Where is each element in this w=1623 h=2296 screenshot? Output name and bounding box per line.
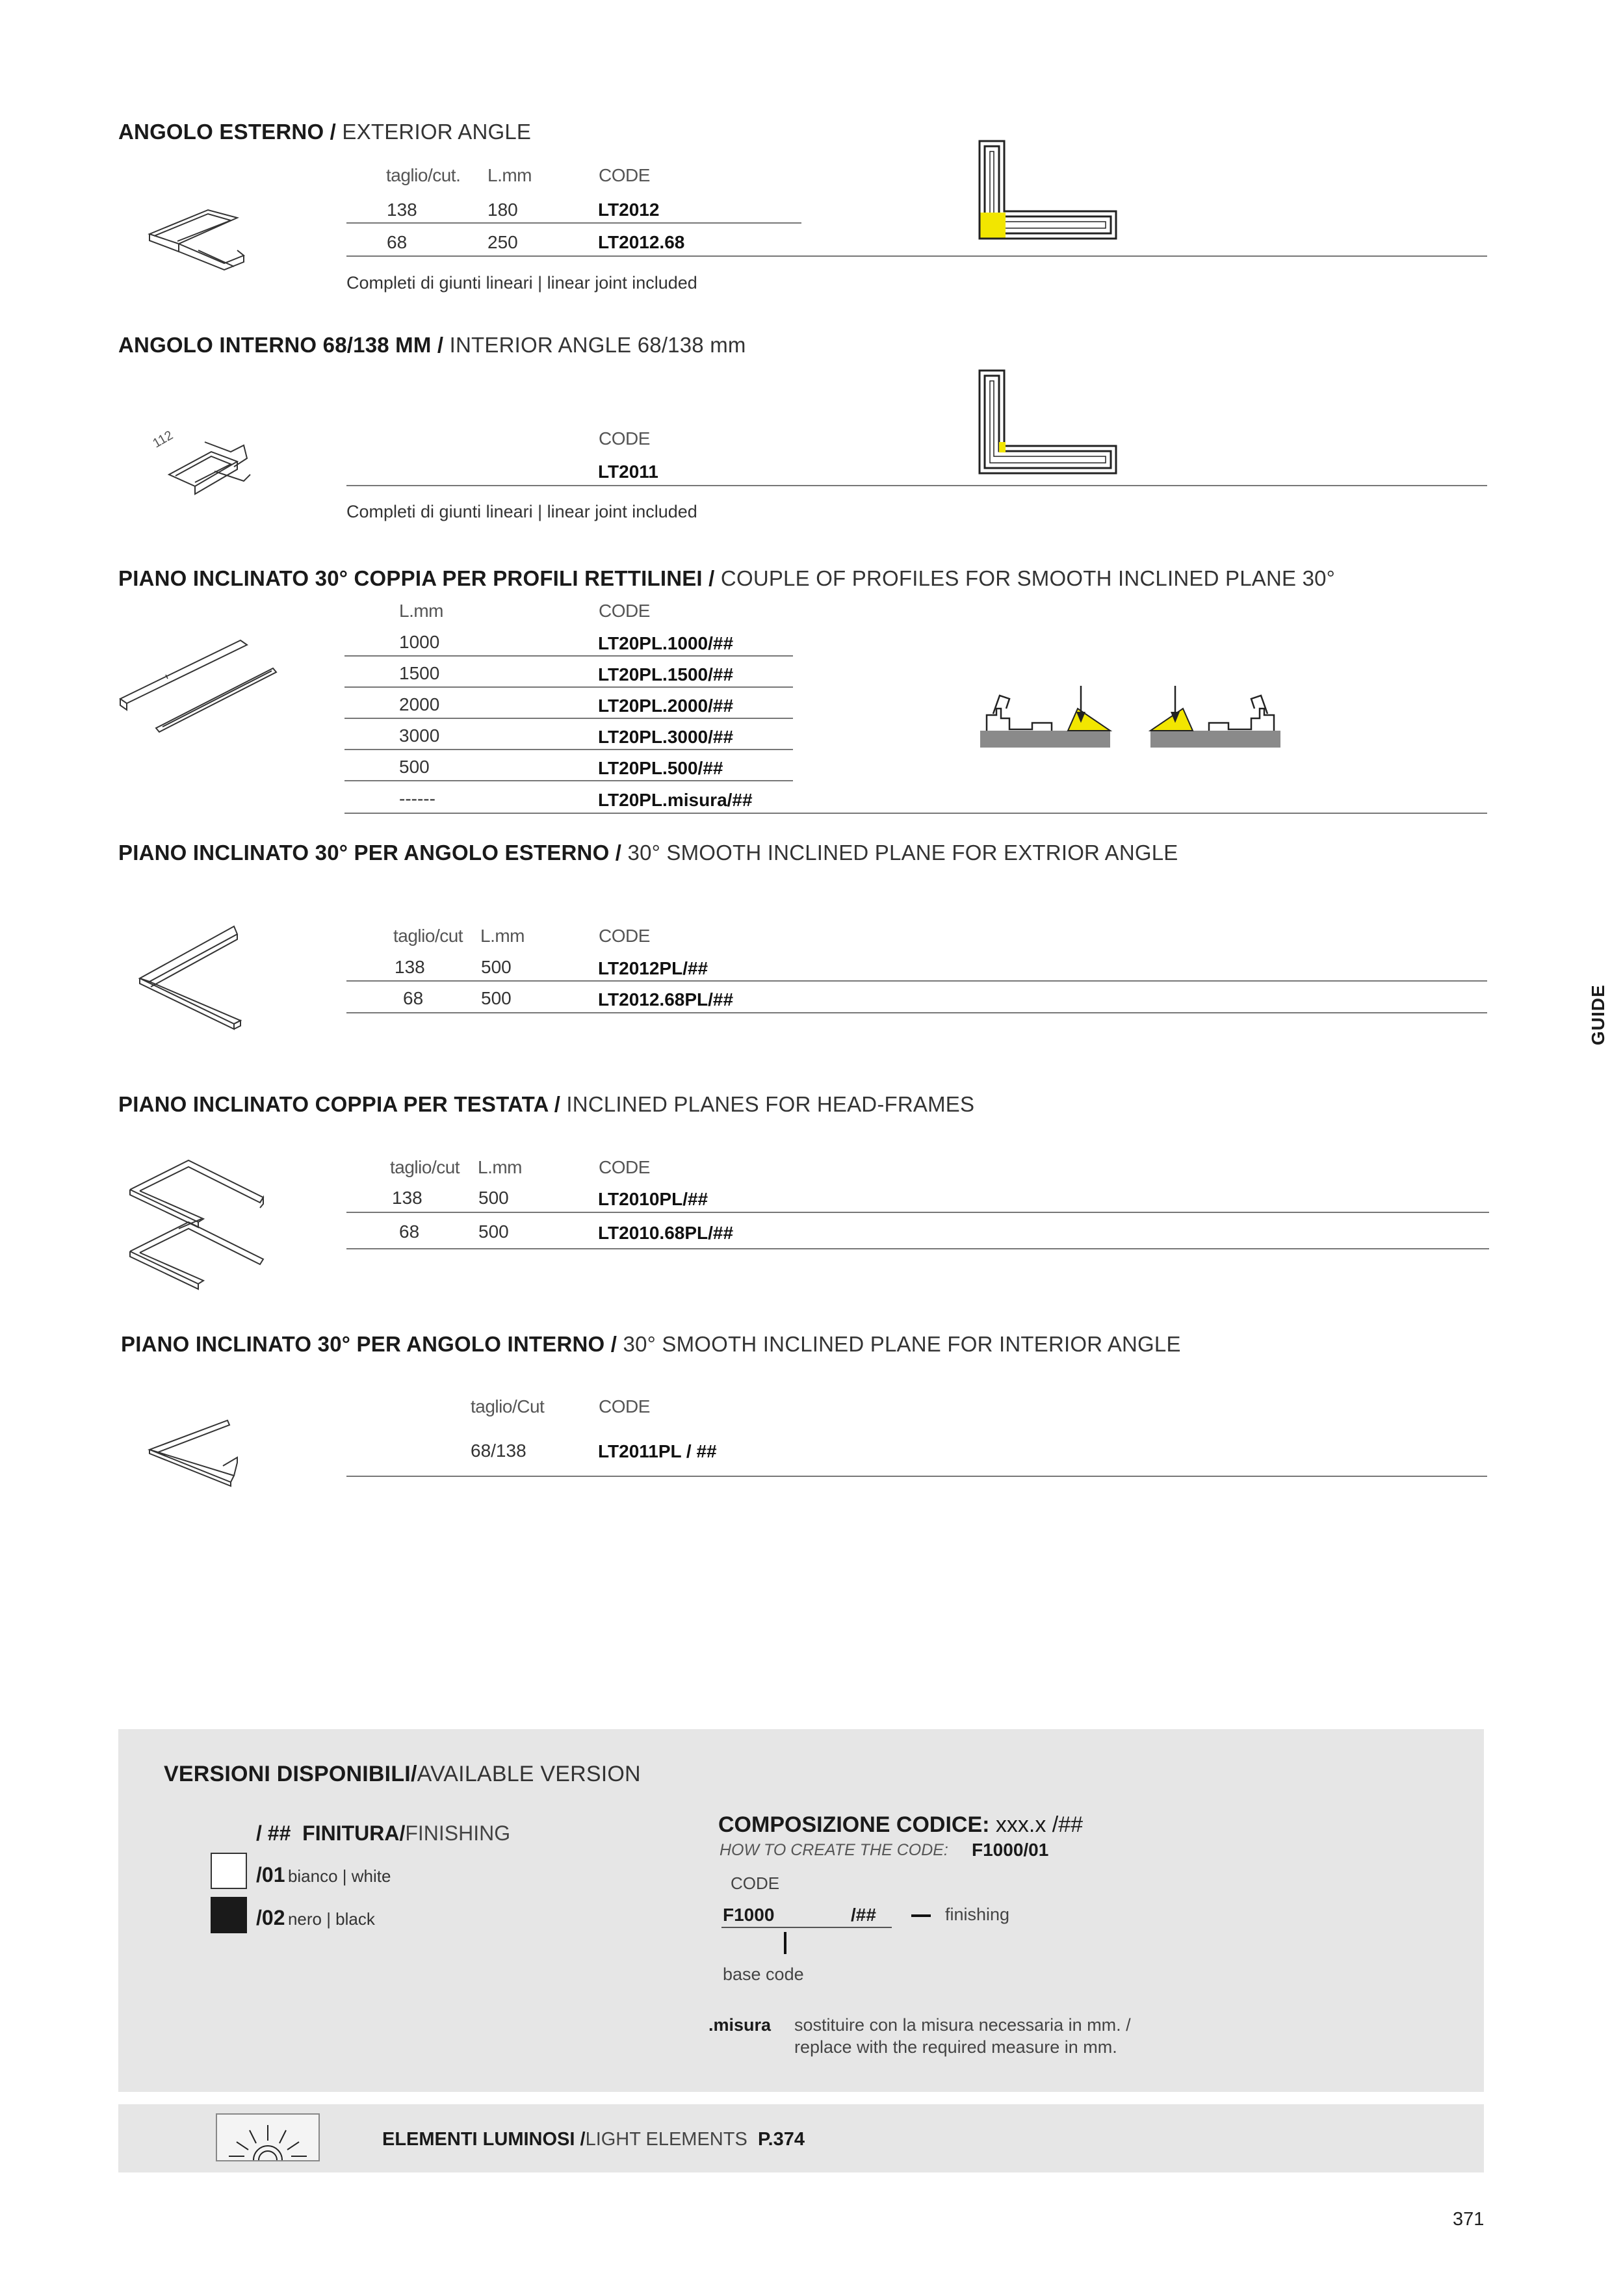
s5-hdr-code: CODE	[599, 1157, 650, 1177]
s6-hdr-cut: taglio/Cut	[471, 1396, 545, 1416]
page-number: 371	[1453, 2209, 1485, 2230]
footer-bold: ELEMENTI LUMINOSI /	[382, 2129, 586, 2150]
s2-dim-label: 112	[150, 428, 176, 451]
s2-note: Completi di giunti lineari | linear joint included	[346, 502, 697, 521]
s5-title	[118, 1092, 974, 1117]
s5-row1-length: 500	[478, 1188, 509, 1208]
comp-bold: COMPOSIZIONE CODICE:	[718, 1812, 990, 1837]
s6-section-rule	[346, 1476, 1487, 1477]
s3-row4-divider	[344, 749, 793, 750]
s1-title-light: EXTERIOR ANGLE	[336, 120, 532, 144]
versions-panel	[118, 1729, 1484, 2092]
s3-section-rule	[344, 813, 1487, 814]
s1-row1-cut: 138	[387, 200, 417, 220]
s3-row1-code: LT20PL.1000/##	[598, 633, 734, 653]
s2-title-bold: ANGOLO INTERNO 68/138 MM /	[118, 333, 444, 357]
s4-section-rule	[346, 1012, 1487, 1013]
s3-row5-divider	[344, 780, 793, 781]
s4-hdr-cut: taglio/cut	[393, 926, 463, 946]
s3-row6-code: LT20PL.misura/##	[598, 790, 753, 810]
code-underline	[721, 1927, 892, 1928]
s1-product-drawing	[146, 205, 270, 276]
s1-note: Completi di giunti lineari | linear joint included	[346, 273, 697, 293]
option-white	[256, 1863, 391, 1887]
s2-section-rule	[346, 485, 1487, 486]
misura-line1: sostituire con la misura necessaria in mm. /	[794, 2015, 1131, 2035]
s4-title-light: 30° SMOOTH INCLINED PLANE FOR EXTRIOR ANGLE	[621, 841, 1178, 865]
s3-section-drawings	[980, 683, 1286, 754]
s2-product-drawing	[166, 436, 257, 501]
versions-title	[164, 1762, 641, 1787]
finishing-heading	[256, 1821, 510, 1846]
s6-title-bold: PIANO INCLINATO 30° PER ANGOLO INTERNO /	[121, 1332, 617, 1356]
finishing-light: FINISHING	[405, 1821, 511, 1845]
s1-hdr-cut: taglio/cut.	[386, 165, 461, 185]
s5-row2-code: LT2010.68PL/##	[598, 1223, 734, 1243]
s4-row2-length: 500	[481, 988, 512, 1008]
s5-row1-divider	[346, 1212, 1489, 1213]
s2-title	[118, 333, 746, 358]
s1-row2-length: 250	[487, 232, 518, 252]
s6-title-light: 30° SMOOTH INCLINED PLANE FOR INTERIOR ANGLE	[617, 1332, 1181, 1356]
s4-row1-length: 500	[481, 957, 512, 977]
s3-row5-length: 500	[399, 757, 430, 777]
s1-row1-length: 180	[487, 200, 518, 220]
option-black-code: /02	[256, 1906, 285, 1929]
finish-value: /##	[851, 1905, 876, 1925]
s4-row2-code: LT2012.68PL/##	[598, 989, 734, 1010]
finishing-word: finishing	[945, 1905, 1010, 1924]
code-label: CODE	[731, 1873, 780, 1893]
s3-row3-code: LT20PL.2000/##	[598, 696, 734, 716]
s3-row3-divider	[344, 718, 793, 719]
s3-row2-divider	[344, 686, 793, 688]
s3-row6-length: ------	[399, 789, 435, 809]
option-black	[256, 1906, 375, 1930]
finishing-prefix: / ##	[256, 1821, 291, 1845]
s1-section-rule	[346, 255, 1487, 257]
option-black-label: nero | black	[287, 1909, 375, 1929]
s3-row1-divider	[344, 655, 793, 657]
finishing-dash	[911, 1914, 931, 1917]
option-white-code: /01	[256, 1863, 285, 1886]
light-elements-text[interactable]	[382, 2129, 805, 2150]
s3-row3-length: 2000	[399, 694, 440, 714]
s4-title	[118, 841, 1178, 865]
s1-hdr-length: L.mm	[487, 165, 532, 185]
s1-title-bold: ANGOLO ESTERNO /	[118, 120, 337, 144]
s1-row1-divider	[346, 222, 801, 224]
s3-title-bold: PIANO INCLINATO 30° COPPIA PER PROFILI RETTILINEI /	[118, 566, 715, 590]
s3-product-drawing	[117, 624, 279, 735]
s3-hdr-code: CODE	[599, 601, 650, 621]
s6-row1-cut: 68/138	[471, 1441, 526, 1461]
s1-title	[118, 120, 531, 144]
s5-section-rule	[346, 1248, 1489, 1249]
s3-row2-length: 1500	[399, 663, 440, 683]
s5-hdr-cut: taglio/cut	[390, 1157, 460, 1177]
misura-line2: replace with the required measure in mm.	[794, 2037, 1117, 2057]
swatch-white	[211, 1853, 247, 1889]
s1-hdr-code: CODE	[599, 165, 650, 185]
footer-light: LIGHT ELEMENTS	[585, 2129, 747, 2150]
s1-section-drawing	[978, 140, 1121, 244]
s5-hdr-length: L.mm	[478, 1157, 522, 1177]
s5-title-bold: PIANO INCLINATO COPPIA PER TESTATA /	[118, 1092, 561, 1116]
s3-title	[118, 566, 1335, 591]
s5-row1-cut: 138	[392, 1188, 422, 1208]
misura-key: .misura	[708, 2015, 772, 2035]
s4-title-bold: PIANO INCLINATO 30° PER ANGOLO ESTERNO /	[118, 841, 622, 865]
s3-title-light: COUPLE OF PROFILES FOR SMOOTH INCLINED PLANE 30°	[714, 566, 1336, 590]
example-code: F1000/01	[972, 1840, 1049, 1860]
s3-row4-length: 3000	[399, 725, 440, 746]
s3-row2-code: LT20PL.1500/##	[598, 664, 734, 685]
s5-row2-cut: 68	[399, 1221, 420, 1242]
footer-page-ref[interactable]: P.374	[757, 2129, 805, 2150]
base-value: F1000	[723, 1905, 775, 1925]
s4-hdr-length: L.mm	[480, 926, 525, 946]
s4-hdr-code: CODE	[599, 926, 650, 946]
light-elements-icon	[216, 2113, 320, 2161]
s3-row1-length: 1000	[399, 632, 440, 652]
how-to-label: HOW TO CREATE THE CODE:	[720, 1841, 948, 1859]
s4-product-drawing	[136, 920, 253, 1037]
s2-code: LT2011	[598, 462, 658, 482]
s6-title	[121, 1332, 1181, 1357]
versions-title-light: AVAILABLE VERSION	[417, 1762, 641, 1786]
s6-hdr-code: CODE	[599, 1396, 650, 1416]
base-code-label: base code	[723, 1964, 804, 1984]
s5-product-drawing	[127, 1157, 283, 1294]
s4-row1-divider	[346, 980, 1487, 982]
s6-row1-code: LT2011PL / ##	[598, 1441, 717, 1461]
swatch-black	[211, 1897, 247, 1933]
comp-light: xxx.x /##	[989, 1812, 1084, 1837]
s1-row2-code: LT2012.68	[598, 232, 685, 252]
s2-hdr-code: CODE	[599, 428, 650, 449]
s3-row4-code: LT20PL.3000/##	[598, 727, 734, 747]
option-white-label: bianco | white	[287, 1866, 391, 1886]
code-tick	[784, 1932, 786, 1954]
side-tab-guide: GUIDE	[1588, 984, 1608, 1045]
s5-title-light: INCLINED PLANES FOR HEAD-FRAMES	[560, 1092, 975, 1116]
finishing-bold: FINITURA/	[302, 1821, 406, 1845]
s4-row2-cut: 68	[403, 988, 424, 1008]
s3-row5-code: LT20PL.500/##	[598, 758, 723, 778]
composition-heading	[718, 1812, 1083, 1838]
s1-row1-code: LT2012	[598, 200, 660, 220]
s6-product-drawing	[146, 1417, 244, 1489]
s4-row1-cut: 138	[395, 957, 425, 977]
s3-hdr-length: L.mm	[399, 601, 443, 621]
s1-row2-cut: 68	[387, 232, 408, 252]
versions-title-bold: VERSIONI DISPONIBILI/	[164, 1762, 417, 1786]
s5-row1-code: LT2010PL/##	[598, 1189, 708, 1209]
s2-section-drawing	[978, 369, 1121, 473]
s2-title-light: INTERIOR ANGLE 68/138 mm	[443, 333, 746, 357]
s5-row2-length: 500	[478, 1221, 509, 1242]
s4-row1-code: LT2012PL/##	[598, 958, 708, 978]
light-elements-bar[interactable]	[118, 2104, 1484, 2172]
